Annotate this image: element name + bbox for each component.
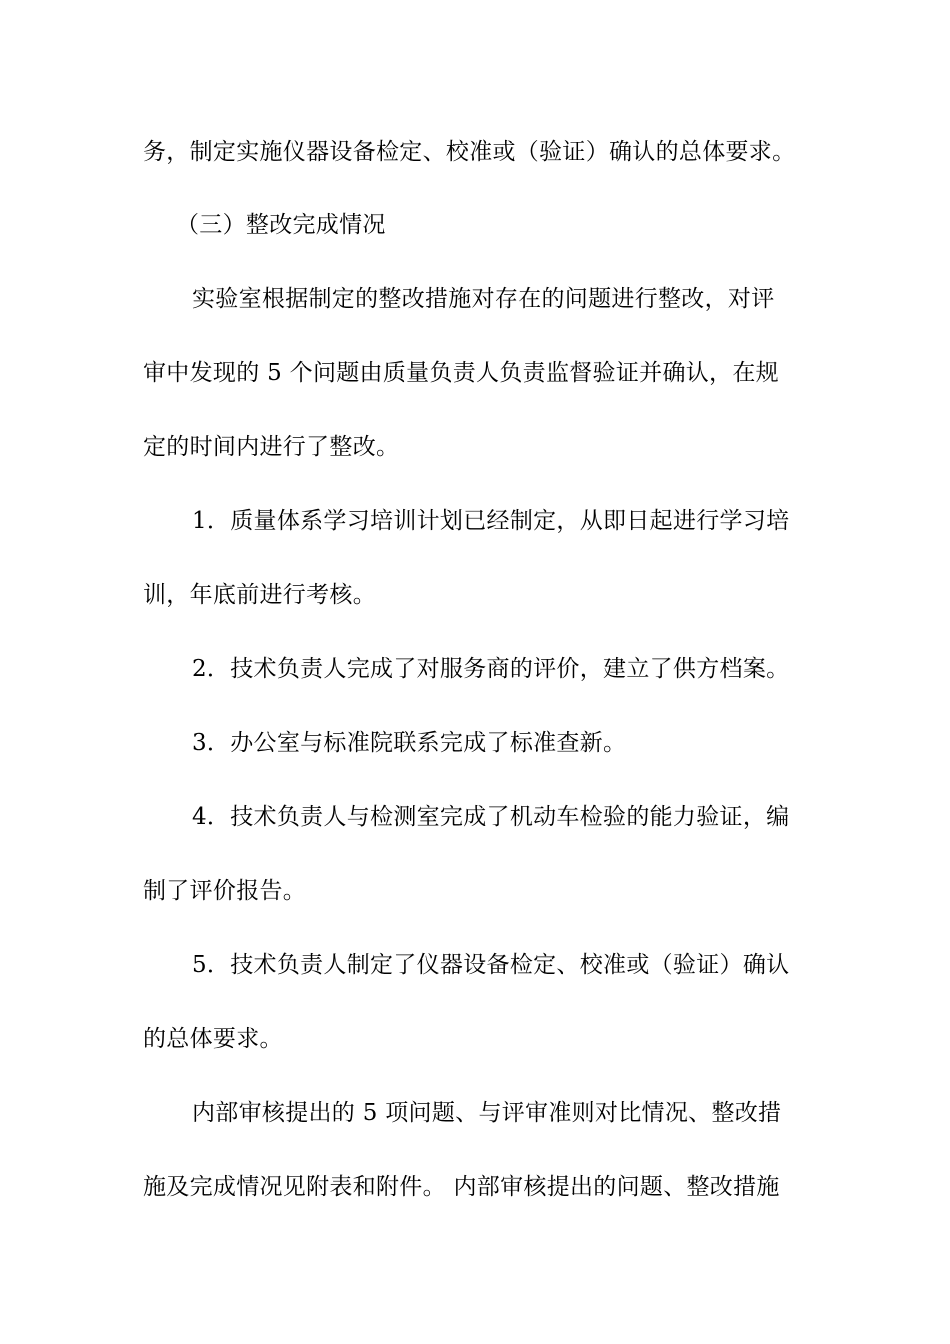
list-item-5: 5．技术负责人制定了仪器设备检定、校准或（验证）确认: [192, 952, 790, 978]
list-item-5-continued: 的总体要求。: [143, 1026, 283, 1052]
paragraph-line: 审中发现的 5 个问题由质量负责人负责监督验证并确认，在规: [143, 360, 779, 386]
paragraph-line: 务，制定实施仪器设备检定、校准或（验证）确认的总体要求。: [143, 139, 796, 165]
list-item-1: 1．质量体系学习培训计划已经制定，从即日起进行学习培: [192, 508, 790, 534]
paragraph-line: 内部审核提出的 5 项问题、与评审准则对比情况、整改措: [192, 1100, 782, 1126]
list-item-4-continued: 制了评价报告。: [143, 878, 307, 904]
paragraph-line: 施及完成情况见附表和附件。 内部审核提出的问题、整改措施: [143, 1174, 780, 1200]
paragraph-line: 实验室根据制定的整改措施对存在的问题进行整改，对评: [192, 286, 775, 312]
list-item-4: 4．技术负责人与检测室完成了机动车检验的能力验证，编: [192, 804, 790, 830]
paragraph-line: 定的时间内进行了整改。: [143, 434, 400, 460]
list-item-3: 3．办公室与标准院联系完成了标准查新。: [192, 730, 627, 756]
list-item-2: 2．技术负责人完成了对服务商的评价，建立了供方档案。: [192, 656, 790, 682]
section-heading: （三）整改完成情况: [176, 212, 386, 238]
list-item-1-continued: 训，年底前进行考核。: [143, 582, 376, 608]
